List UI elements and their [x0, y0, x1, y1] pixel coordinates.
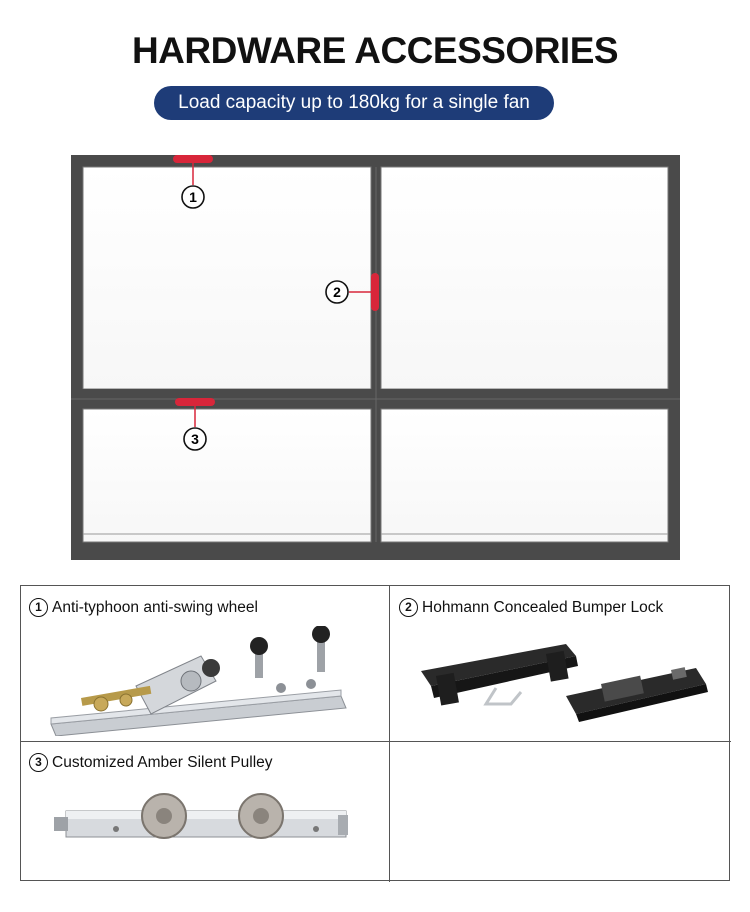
- marker-1-bar: [173, 155, 213, 163]
- accessory-2-number: 2: [399, 598, 418, 617]
- swing-wheel-image: [41, 626, 371, 736]
- marker-3-label: 3: [191, 431, 199, 447]
- accessory-1-number: 1: [29, 598, 48, 617]
- accessory-1-caption: [29, 598, 258, 617]
- accessories-grid: [20, 585, 730, 881]
- marker-3-bar: [175, 398, 215, 406]
- pane-bottom-right: [381, 409, 668, 542]
- marker-1-label: 1: [189, 189, 197, 205]
- accessory-3-caption: [29, 753, 273, 772]
- bumper-lock-image: [416, 626, 716, 736]
- marker-2-label: 2: [333, 284, 341, 300]
- marker-2-bar: [371, 273, 379, 311]
- accessory-1-name: Anti-typhoon anti-swing wheel: [52, 598, 258, 616]
- accessory-2-name: Hohmann Concealed Bumper Lock: [422, 598, 664, 616]
- pane-top-left: [83, 167, 371, 389]
- silent-pulley-image: [46, 781, 356, 861]
- accessory-2-caption: [399, 598, 663, 617]
- page-title: HARDWARE ACCESSORIES: [131, 30, 619, 71]
- accessory-3-name: Customized Amber Silent Pulley: [52, 753, 273, 771]
- pane-bottom-left: [83, 409, 371, 542]
- accessory-3-number: 3: [29, 753, 48, 772]
- load-capacity-banner: Load capacity up to 180kg for a single fan: [154, 86, 554, 120]
- pane-top-right: [381, 167, 668, 389]
